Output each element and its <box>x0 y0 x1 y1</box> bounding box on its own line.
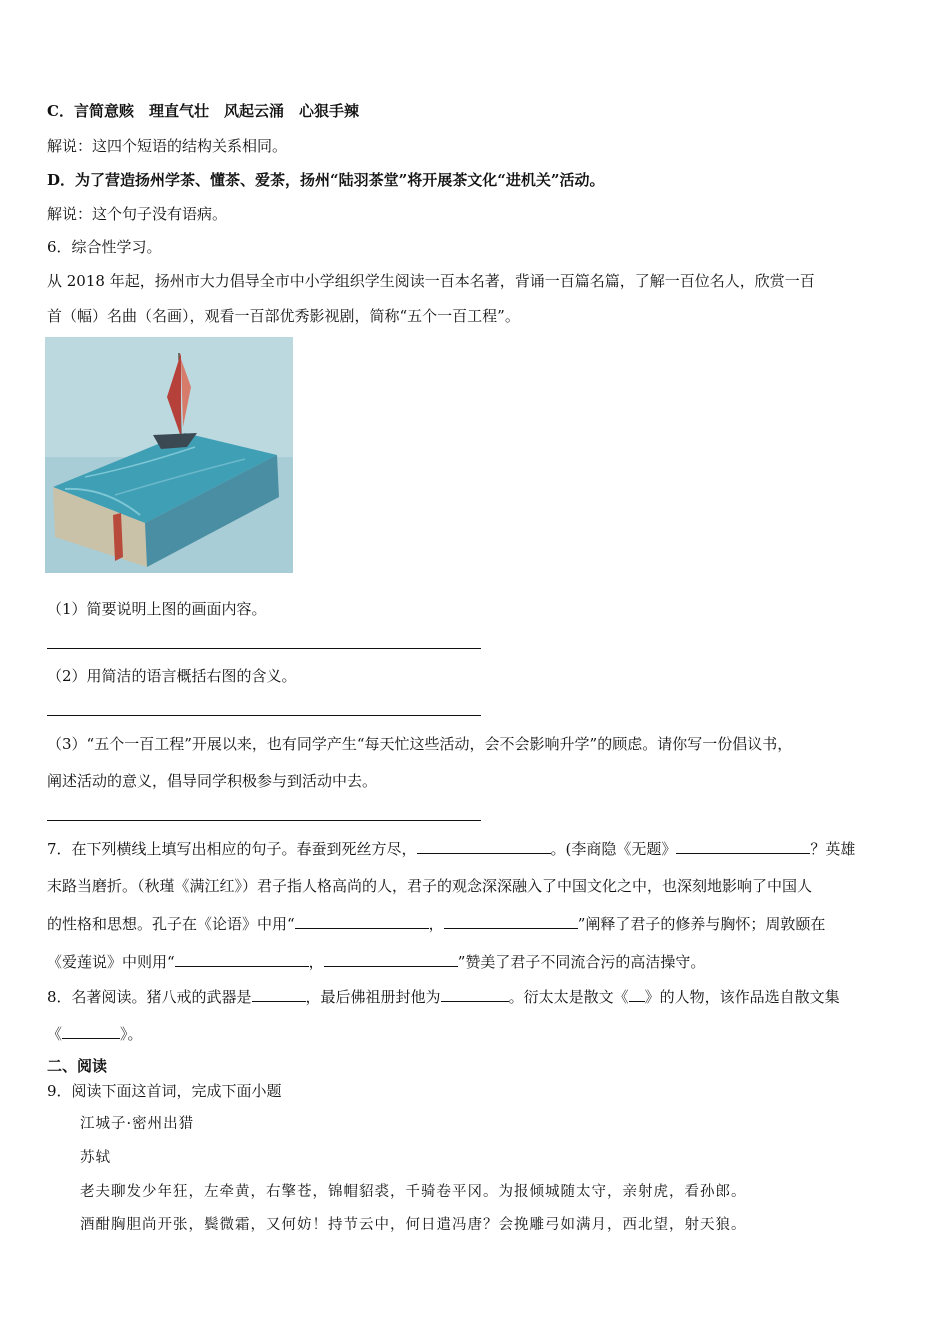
answer-line-1[interactable] <box>47 648 481 649</box>
blank-5[interactable] <box>175 951 309 967</box>
blank-6[interactable] <box>324 951 458 967</box>
q6-title: 6．综合性学习。 <box>47 238 162 256</box>
q8-line2: 《 》。 <box>47 1025 143 1043</box>
answer-line-3[interactable] <box>47 820 481 821</box>
blank-4[interactable] <box>444 913 578 929</box>
book-sailboat-illustration <box>45 337 293 573</box>
blank-3[interactable] <box>295 913 429 929</box>
section-title: 二、阅读 <box>47 1057 108 1075</box>
option-d-explanation: 解说：这个句子没有语病。 <box>47 205 228 223</box>
q8-line1: 8．名著阅读。猪八戒的武器是 ，最后佛祖册封他为 。衍太太是散文《 》的人物，该作品选自散文集 <box>47 988 840 1006</box>
q6-sub3-line2: 阐述活动的意义，倡导同学积极参与到活动中去。 <box>47 772 378 790</box>
blank-7[interactable] <box>252 986 306 1002</box>
q6-intro-line2: 首（幅）名曲（名画），观看一百部优秀影视剧，简称“五个一百工程”。 <box>47 307 520 325</box>
blank-10[interactable] <box>62 1023 120 1039</box>
q9-title: 9．阅读下面这首词，完成下面小题 <box>47 1082 282 1100</box>
q7-line2: 末路当磨折。（秋瑾《满江红》）君子指人格高尚的人，君子的观念深深融入了中国文化之中，也深刻地影响了中国人 <box>47 877 813 895</box>
blank-9[interactable] <box>629 986 645 1002</box>
q7-line4: 《爱莲说》中则用“ ， ”赞美了君子不同流合污的高洁操守。 <box>47 953 706 971</box>
option-c-explanation: 解说：这四个短语的结构关系相同。 <box>47 137 288 155</box>
poem-line-2: 酒酣胸胆尚开张，鬓微霜，又何妨！持节云中，何日遣冯唐？会挽雕弓如满月，西北望，射天狼。 <box>80 1217 747 1233</box>
poem-title: 江城子·密州出猎 <box>80 1116 195 1132</box>
option-c: C．言简意赅 理直气壮 风起云涌 心狠手辣 <box>47 102 359 120</box>
q7-line3: 的性格和思想。孔子在《论语》中用“ ， ”阐释了君子的修养与胸怀；周敦颐在 <box>47 915 826 933</box>
poem-line-1: 老夫聊发少年狂，左牵黄，右擎苍，锦帽貂裘，千骑卷平冈。为报倾城随太守，亲射虎，看孙郎。 <box>80 1184 747 1200</box>
q6-sub1: （1）简要说明上图的画面内容。 <box>47 600 267 618</box>
q6-sub2: （2）用简洁的语言概括右图的含义。 <box>47 667 297 685</box>
answer-line-2[interactable] <box>47 715 481 716</box>
poem-author: 苏轼 <box>80 1150 111 1166</box>
q7-line1: 7．在下列横线上填写出相应的句子。春蚕到死丝方尽， 。(李商隐《无题》 ？英雄 <box>47 840 856 858</box>
blank-8[interactable] <box>441 986 509 1002</box>
option-d: D．为了营造扬州学茶、懂茶、爱茶，扬州“陆羽茶堂”将开展茶文化“进机关”活动。 <box>47 171 605 189</box>
q6-intro-line1: 从 2018 年起，扬州市大力倡导全市中小学组织学生阅读一百本名著，背诵一百篇名篇，了解一百位名人，欣赏一百 <box>47 272 815 290</box>
blank-1[interactable] <box>417 838 551 854</box>
q6-sub3-line1: （3）“五个一百工程”开展以来，也有同学产生“每天忙这些活动，会不会影响升学”的顾虑。请你写一份倡议书， <box>47 735 793 753</box>
blank-2[interactable] <box>676 838 810 854</box>
